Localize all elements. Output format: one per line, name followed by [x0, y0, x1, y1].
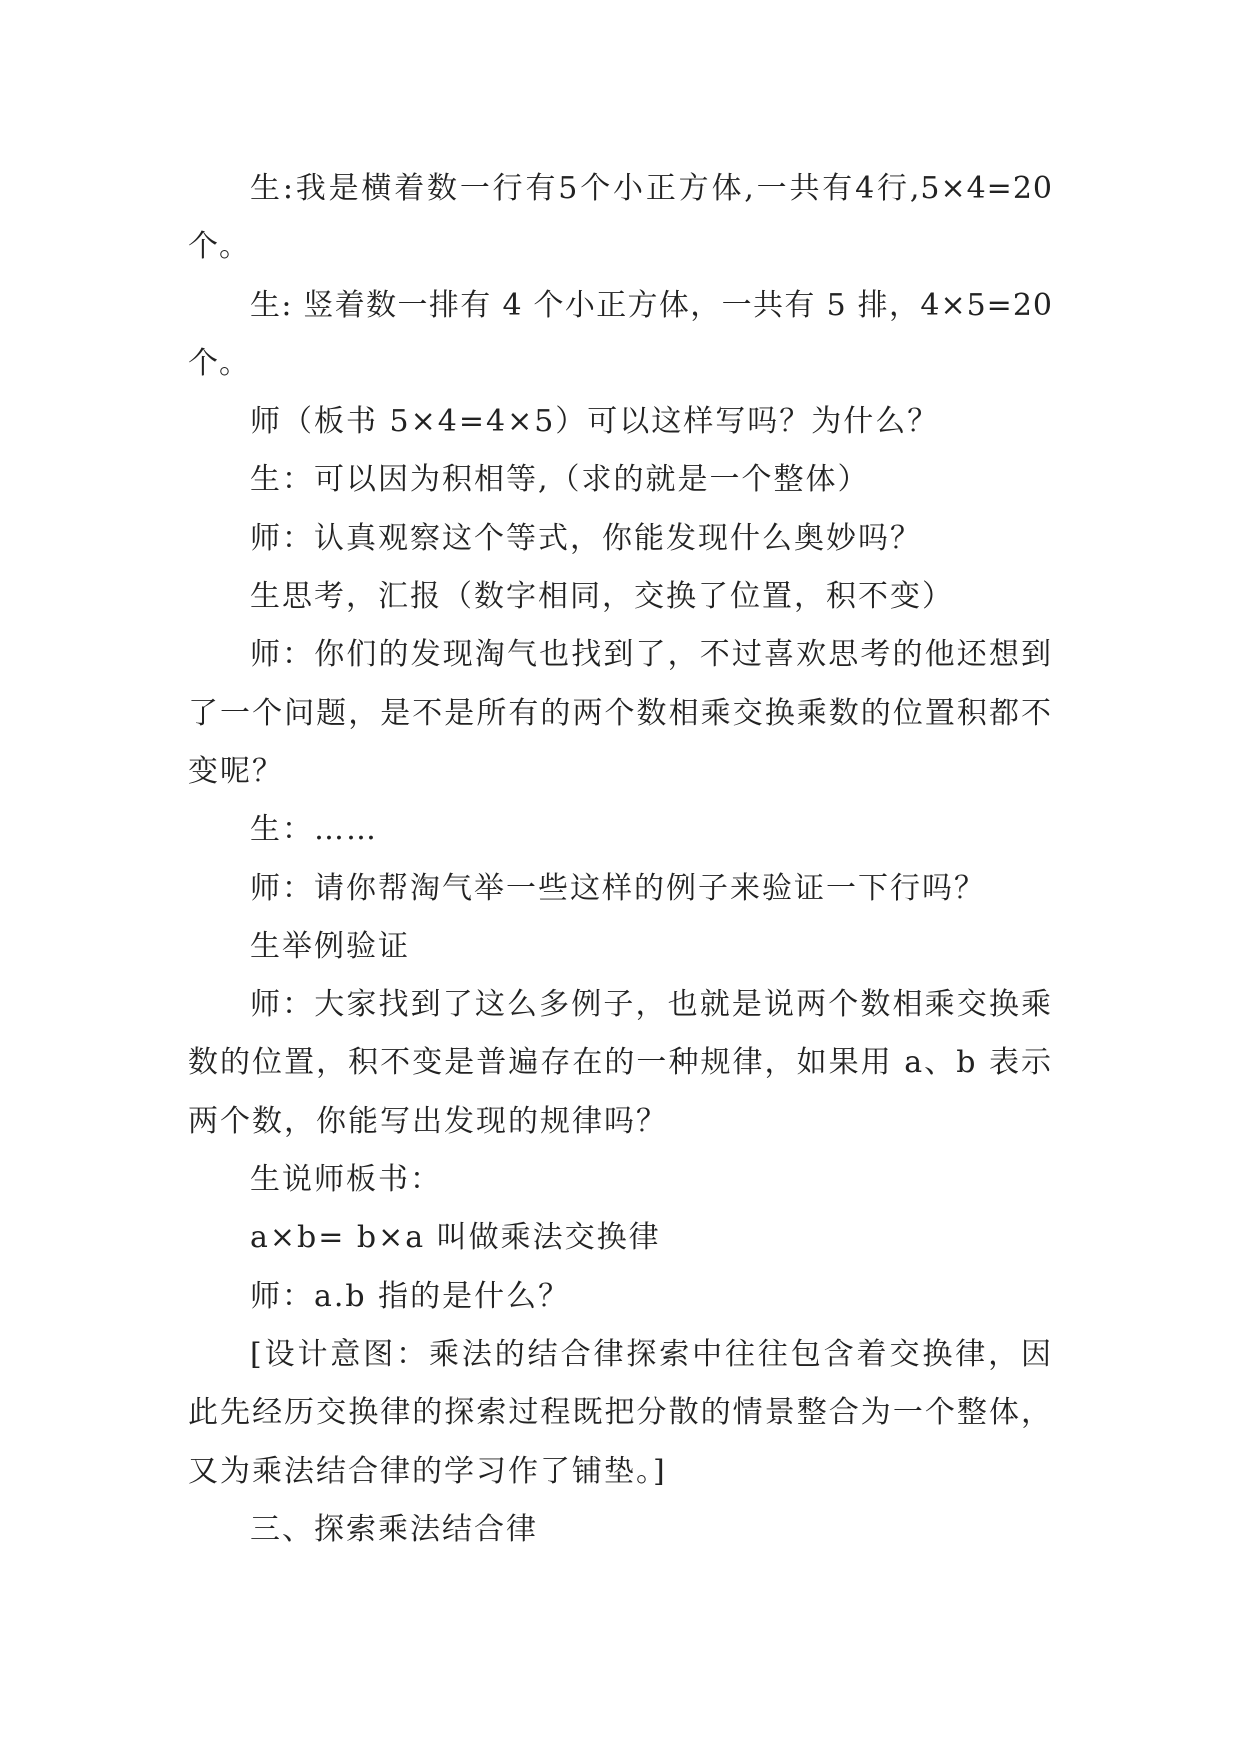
paragraph-teacher-ask-examples: 师：请你帮淘气举一些这样的例子来验证一下行吗？ [250, 870, 986, 906]
paragraph-student-examples: 生举例验证 [250, 928, 410, 964]
paragraph-teacher-board-question: 师（板书 5×4=4×5）可以这样写吗？为什么？ [250, 404, 940, 440]
paragraph-teacher-ab-question: 师：a.b 指的是什么？ [250, 1278, 571, 1314]
paragraph-student-answer: 生：可以因为积相等,（求的就是一个整体） [250, 462, 870, 498]
paragraph-teacher-observe: 师：认真观察这个等式，你能发现什么奥妙吗？ [250, 520, 922, 556]
paragraph-teacher-question-all: 师：你们的发现淘气也找到了，不过喜欢思考的他还想到了一个问题，是不是所有的两个数相乘交换乘数的位置积都不变呢？ [188, 637, 1053, 789]
paragraph-student-ellipsis: 生：…… [250, 812, 378, 848]
document-body [188, 160, 1053, 1559]
paragraph-design-intent: [设计意图：乘法的结合律探索中往往包含着交换律，因此先经历交换律的探索过程既把分散的情景整合为一个整体，又为乘法结合律的学习作了铺垫。] [188, 1336, 1053, 1489]
paragraph-student-report: 生思考，汇报（数字相同，交换了位置，积不变） [250, 579, 954, 615]
section-heading-associative-law: 三、探索乘法结合律 [250, 1511, 538, 1547]
paragraph-teacher-general-rule: 师：大家找到了这么多例子，也就是说两个数相乘交换乘数的位置，积不变是普遍存在的一种规律，如果用 a、b 表示两个数，你能写出发现的规律吗？ [188, 987, 1053, 1139]
paragraph-student-says-teacher-writes: 生说师板书： [250, 1162, 442, 1198]
paragraph-student-column-count: 生: 竖着数一排有 4 个小正方体，一共有 5 排，4×5=20个。 [188, 287, 1053, 381]
paragraph-student-row-count: 生:我是横着数一行有5个小正方体,一共有4行,5×4=20个。 [188, 171, 1053, 265]
paragraph-commutative-law: a×b= b×a 叫做乘法交换律 [250, 1220, 661, 1256]
